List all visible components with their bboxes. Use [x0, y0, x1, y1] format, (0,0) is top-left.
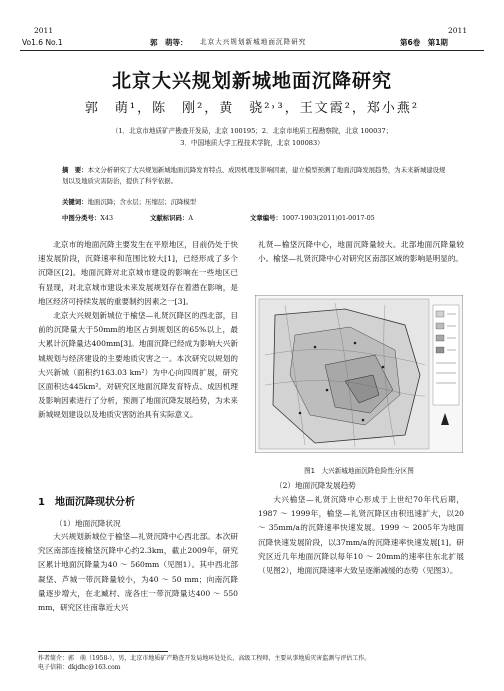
- header-rule: [20, 50, 484, 51]
- affiliation-line-2: 3．中国地质大学工程技术学院，北京 100083）: [180, 139, 324, 147]
- affiliation-line-1: （1．北京市地质矿产勘查开发局，北京 100195；2．北京市地质工程勘察院，北京 100037；: [111, 127, 393, 135]
- footnote: [38, 654, 468, 672]
- right-body-bottom: [258, 493, 464, 578]
- abstract-label: 摘 要：: [62, 166, 88, 174]
- keywords: [62, 197, 448, 208]
- keywords-text: 地面沉降；含水层；压缩层；沉降模型: [87, 198, 197, 206]
- article-number: [250, 213, 375, 222]
- section-heading: 1 地面沉降现状分析: [38, 497, 135, 508]
- document-code: [150, 213, 193, 222]
- body-paragraph: 大兴规划新城位于榆垡—礼贤沉降中心西北部。本次研究区南部连接榆垡沉降中心约2.3km，截止2009年，研究区累计地面沉降量为40 ～ 560mm（见图1）。其中西北部凝垡、芦城一带沉降量较小，为40 ～ 50 mm；向南沉降量逐步增大，在北臧村、庞各庄一带沉降量达400 ～ 550 mm，研究区往南靠近大兴: [38, 532, 238, 613]
- clc-label: 中图分类号：: [62, 214, 101, 222]
- subsidence-map-graphic: [255, 295, 463, 453]
- paper-title: 北京大兴规划新城地面沉降研究: [111, 70, 392, 92]
- body-paragraph: 北京市的地面沉降主要发生在平原地区，目前仍处于快速发展阶段，沉降速率和范围比较大[1]，已经形成了多个沉降区[2]。地面沉降对北京城市建设的影响在一些地区已有显现，对北京城市建设未来发展规划存在着潜在影响，是地区经济可持续发展的重要制约因素之一[3]。: [38, 240, 238, 306]
- footnote-rule: [38, 651, 168, 652]
- body-paragraph: 大兴榆垡—礼贤沉降中心形成于上世纪70年代后期，1987 ～ 1999年，榆垡—礼贤沉降区由积迅速扩大，以20 ～ 35mm/a的沉降速率快速发展。1999 ～ 2005年为地面沉降快速发展阶段，以37mm/a的沉降速率快速发展[1]。研究区近几年地面沉降以每年10 ～ 20mm的速率往东北扩展（见图2），地面沉降速率大致呈逐渐减缓的态势（见图3）。: [258, 495, 464, 576]
- header-running-author: 郭 萌等：: [150, 38, 188, 47]
- clc-number: [62, 213, 113, 222]
- document-code-value: A: [188, 214, 193, 222]
- abstract: [62, 165, 448, 186]
- author-email: 电子信箱：dkjdhc@163.com: [38, 664, 121, 671]
- abstract-text: 本文分析研究了大兴规划新城地面沉降发育特点、成因机理及影响因素，建立模型预测了地面沉降发展趋势，为未来新城建设规划以及地质灾害防治，提供了科学依据。: [62, 166, 446, 185]
- body-paragraph: 北京大兴规划新城位于榆垡—礼贤沉降区的西北部，目前的沉降量大于50mm的地区占到规划区的65%以上，最大累计沉降量达400mm[3]。地面沉降已经成为影响大兴新城规划与经济建设的主要地质灾害之一。本次研究以规划的大兴新城（面积约163.03 km²）为中心向四周扩展，研究区面积达445km²。对研究区地面沉降发育特点、成因机理及影响因素进行了分析，预测了地面沉降发展趋势，为未来新城规划建设以及地质灾害防治具有实际意义。: [38, 311, 238, 420]
- figure-caption: 图1 大兴新城地面沉降危险性分区图: [304, 467, 414, 475]
- body-paragraph: 礼贤—榆垡沉降中心，地面沉降量较大。北部地面沉降量较小。榆垡—礼贤沉降中心对研究区南部区域的影响是明显的。: [258, 240, 464, 264]
- clc-value: X43: [100, 214, 114, 222]
- figure-subsidence-map: [255, 295, 463, 453]
- keywords-label: 关键词：: [62, 198, 88, 206]
- author-line: 郭 萌¹，陈 刚²，黄 骁²˒³，王文霞²，郑小燕²: [84, 101, 420, 116]
- header-year-right: 2011: [448, 26, 468, 35]
- right-body-top: [258, 238, 464, 266]
- author-bio: 作者简介：郭 萌（1958-），男，北京市地质矿产勘查开发局地环处处长，高级工程师，主要从事地质灾害监测与评估工作。: [38, 655, 371, 662]
- header-running-title: 北京大兴规划新城地面沉降研究: [200, 38, 307, 46]
- header-volume-left: Vo1.6 No.1: [22, 38, 63, 47]
- article-number-value: 1007-1903(2011)01-0017-05: [281, 214, 375, 222]
- section-body: [38, 530, 238, 615]
- subsection-heading: （1）地面沉降状况: [55, 519, 121, 528]
- document-code-label: 文献标识码：: [150, 214, 189, 222]
- subsection-heading: （2）地面沉降发展趋势: [275, 481, 356, 490]
- header-volume-right: 第6卷 第1期: [400, 38, 448, 47]
- article-number-label: 文章编号：: [250, 214, 282, 222]
- intro-body: [38, 238, 238, 423]
- header-year-left: 2011: [34, 26, 54, 35]
